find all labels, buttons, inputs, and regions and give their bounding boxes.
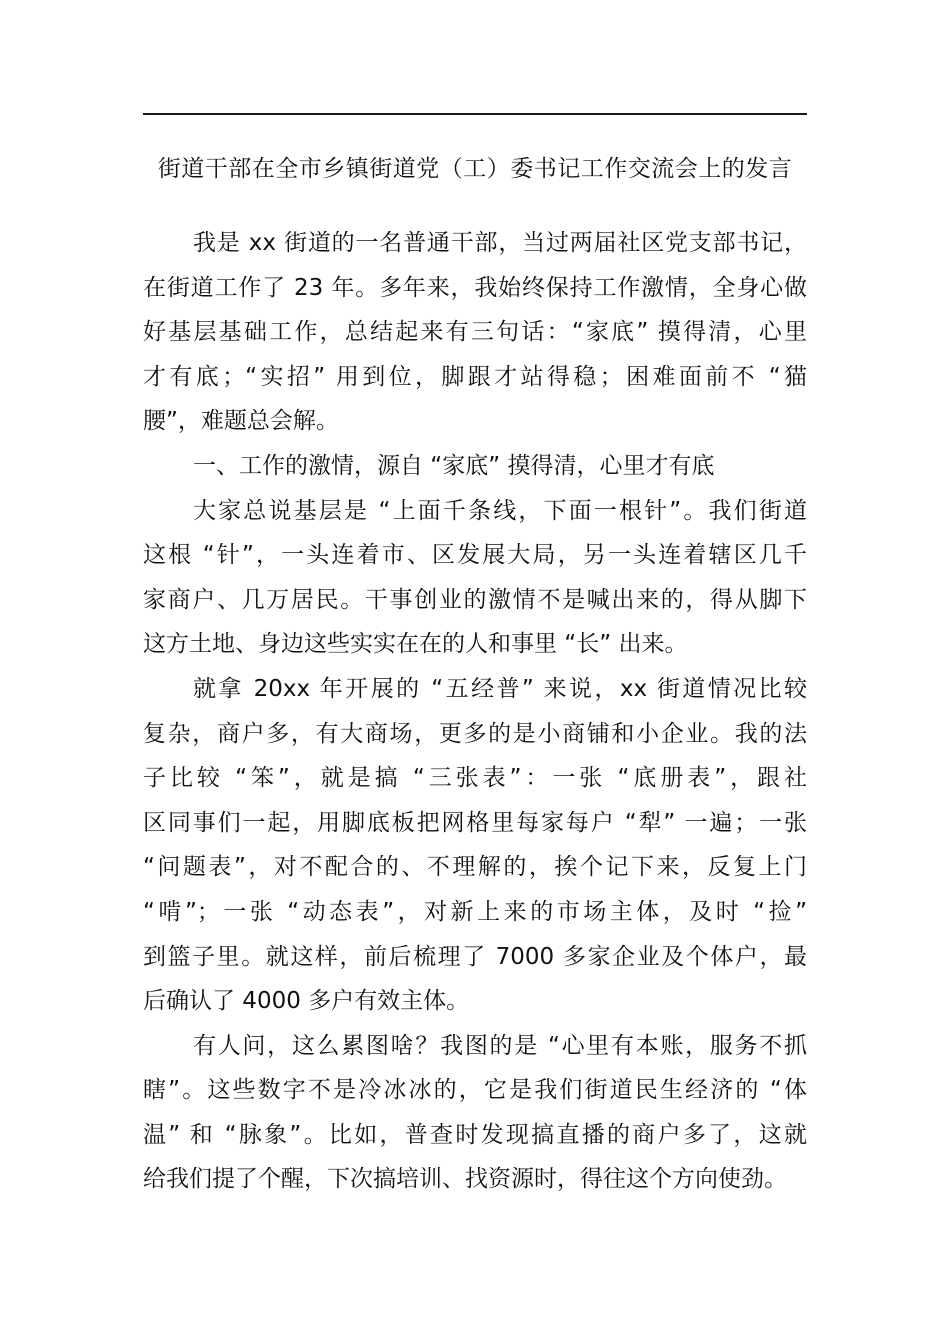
body-text-line: 一、工作的激情，源自 “家底” 摸得清，心里才有底: [193, 452, 715, 479]
body-text-line: 在街道工作了 23 年。多年来，我始终保持工作激情，全身心做: [143, 274, 807, 301]
body-text-line: “问题表”，对不配合的、不理解的，挨个记下来，反复上门: [143, 854, 807, 881]
body-text-line: 温” 和 “脉象”。比如，普查时发现搞直播的商户多了，这就: [143, 1121, 807, 1148]
header-divider: [143, 113, 807, 115]
body-text-line: 到篮子里。就这样，前后梳理了 7000 多家企业及个体户，最: [143, 943, 807, 970]
body-text-line: 这方土地、身边这些实实在在的人和事里 “长” 出来。: [143, 631, 688, 658]
body-text-line: 有人问，这么累图啥？我图的是 “心里有本账，服务不抓: [193, 1032, 807, 1059]
body-text-line: 就拿 20xx 年开展的 “五经普” 来说，xx 街道情况比较: [193, 675, 807, 702]
body-text-line: 给我们提了个醒，下次搞培训、找资源时，得往这个方向使劲。: [143, 1166, 787, 1193]
body-text-line: 子比较 “笨”，就是搞 “三张表”：一张 “底册表”，跟社: [143, 765, 807, 792]
body-text-line: 好基层基础工作，总结起来有三句话：“家底” 摸得清，心里: [143, 319, 807, 346]
body-text-line: 瞎”。这些数字不是冷冰冰的，它是我们街道民生经济的 “体: [143, 1077, 807, 1104]
body-text-line: 大家总说基层是 “上面千条线，下面一根针”。我们街道: [193, 497, 807, 524]
body-text-line: 腰”，难题总会解。: [143, 408, 339, 435]
body-text-line: 复杂，商户多，有大商场，更多的是小商铺和小企业。我的法: [143, 720, 807, 747]
body-text-line: 这根 “针”，一头连着市、区发展大局，另一头连着辖区几千: [143, 542, 807, 569]
body-text-line: “啃”；一张 “动态表”，对新上来的市场主体，及时 “捡”: [143, 898, 807, 925]
body-text-line: 才有底；“实招” 用到位，脚跟才站得稳；困难面前不 “猫: [143, 363, 807, 390]
body-text-line: 区同事们一起，用脚底板把网格里每家每户 “犁” 一遍；一张: [143, 809, 807, 836]
document-body: [143, 221, 807, 1202]
body-text-line: 家商户、几万居民。干事创业的激情不是喊出来的，得从脚下: [143, 586, 807, 613]
body-text-line: 后确认了 4000 多户有效主体。: [143, 988, 470, 1015]
document-title: 街道干部在全市乡镇街道党（工）委书记工作交流会上的发言: [157, 156, 793, 182]
body-text-line: 我是 xx 街道的一名普通干部，当过两届社区党支部书记，: [193, 230, 807, 256]
